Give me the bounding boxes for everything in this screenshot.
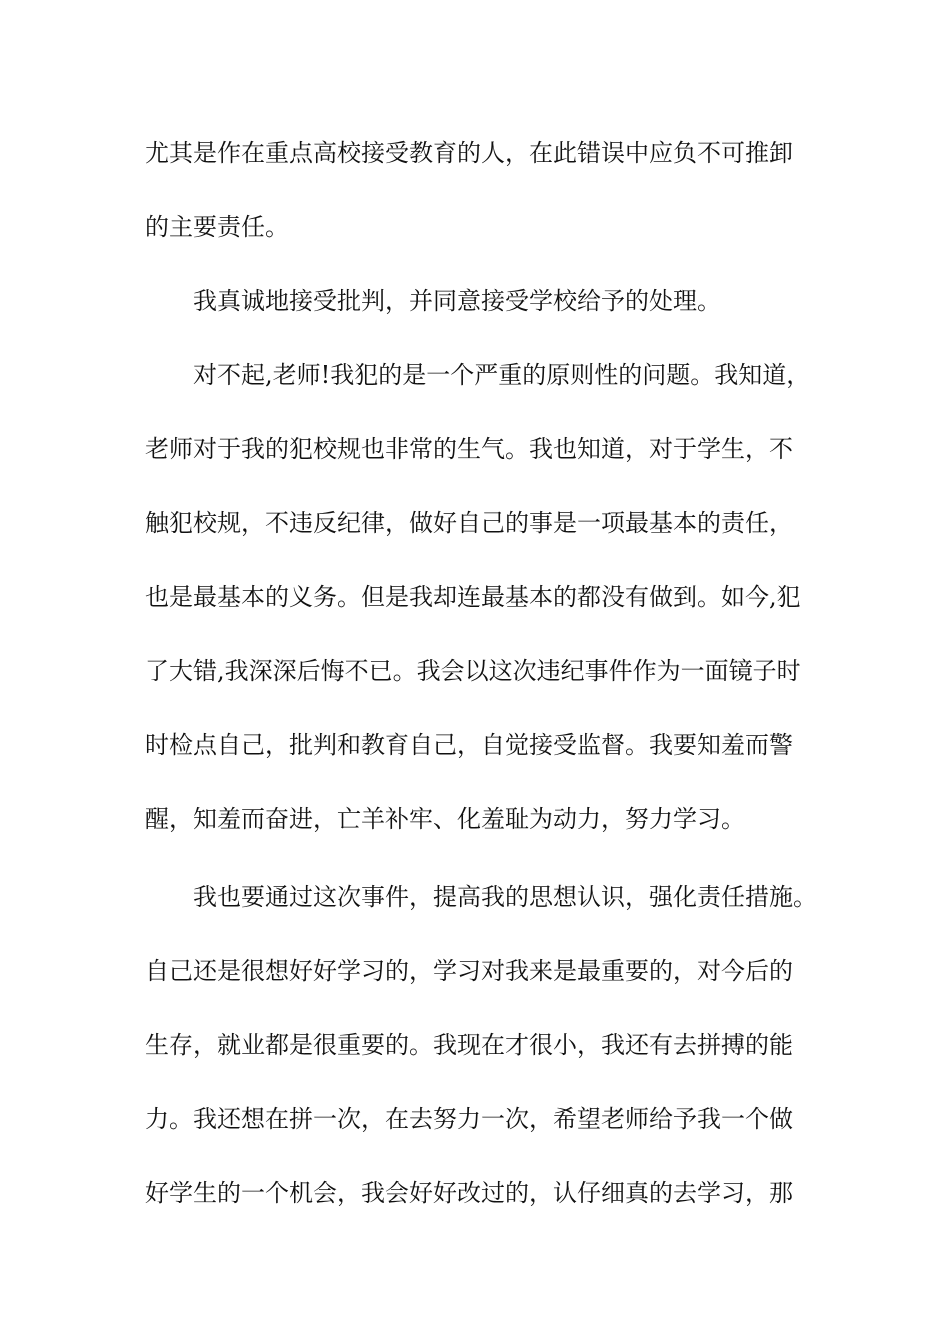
paragraph-start-line-11: 我也要通过这次事件，提高我的思想认识，强化责任措施。 — [193, 883, 817, 911]
text-line-15: 好学生的一个机会，我会好好改过的，认仔细真的去学习，那 — [145, 1179, 793, 1207]
paragraph-start-line-3: 我真诚地接受批判，并同意接受学校给予的处理。 — [193, 287, 721, 315]
text-line-12: 自己还是很想好好学习的，学习对我来是最重要的，对今后的 — [145, 957, 793, 985]
paragraph-start-line-4: 对不起,老师!我犯的是一个严重的原则性的问题。我知道， — [193, 361, 811, 389]
text-line-1: 尤其是作在重点高校接受教育的人，在此错误中应负不可推卸 — [145, 139, 793, 167]
text-line-9: 时检点自己，批判和教育自己，自觉接受监督。我要知羞而警 — [145, 731, 793, 759]
text-line-10: 醒，知羞而奋进，亡羊补牢、化羞耻为动力，努力学习。 — [145, 805, 745, 833]
text-line-2: 的主要责任。 — [145, 213, 289, 241]
text-line-14: 力。我还想在拼一次，在去努力一次，希望老师给予我一个做 — [145, 1105, 793, 1133]
text-line-8: 了大错,我深深后悔不已。我会以这次违纪事件作为一面镜子时 — [145, 657, 801, 685]
text-line-7: 也是最基本的义务。但是我却连最基本的都没有做到。如今,犯 — [145, 583, 801, 611]
text-line-6: 触犯校规，不违反纪律，做好自己的事是一项最基本的责任， — [145, 509, 793, 537]
text-line-13: 生存，就业都是很重要的。我现在才很小，我还有去拼搏的能 — [145, 1031, 793, 1059]
text-line-5: 老师对于我的犯校规也非常的生气。我也知道，对于学生，不 — [145, 435, 793, 463]
